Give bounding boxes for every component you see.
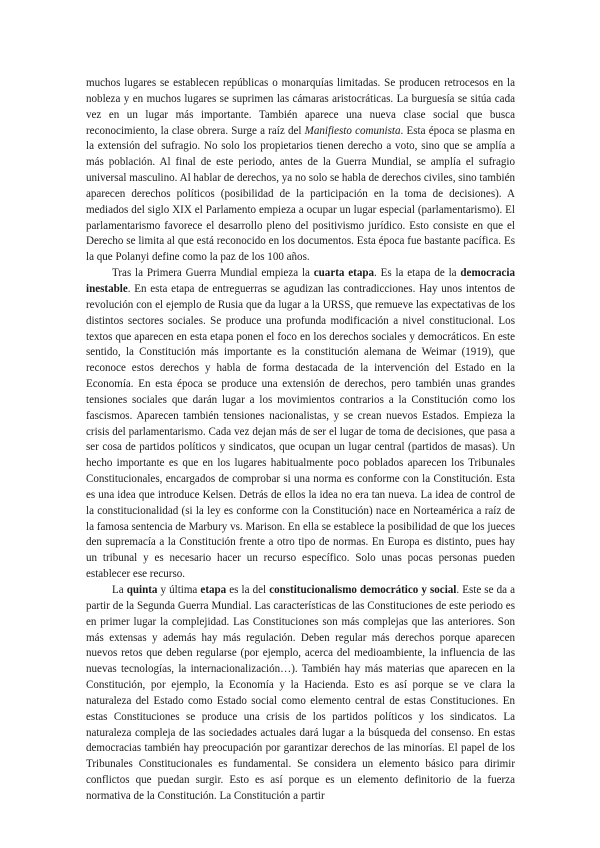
paragraph-cuarta-etapa (86, 266, 515, 583)
text-run: . Esta época se plasma en la extensión del sufragio. No solo los propietarios tienen derecho a voto, sino que se amplía a más población. Al final de este periodo, antes de la Guerra Mundial, se amplía el sufragio universal masculino. Al hablar de derechos, ya no solo se habla de derechos civiles, sino también aparecen derechos políticos (posibilidad de la participación en la toma de decisiones). A mediados del siglo XIX el Parlamento empieza a ocupar un lugar especial (parlamentarismo). El parlamentarismo favorece el desarrollo pleno del positivismo jurídico. Esto consiste en que el Derecho se limita al que está reconocido en los documentos. Esta época fue bastante pacífica. Es la que Polanyi define como la paz de los 100 años. (86, 124, 515, 264)
bold-term-democracia-inestable: democracia inestable (86, 267, 515, 295)
text-run: es la del (226, 584, 270, 596)
bold-term-constitucionalismo: constitucionalismo democrático y social (269, 584, 457, 596)
bold-term-cuarta-etapa: cuarta etapa (313, 267, 375, 280)
text-run: Tras la Primera Guerra Mundial empieza la (112, 267, 314, 280)
paragraph-manifiesto (86, 76, 515, 266)
body-text (86, 76, 515, 805)
text-run: . En esta etapa de entreguerras se agudizan las contradicciones. Hay unos intentos de revolución con el ejemplo de Rusia que da lugar a la URSS, que remueve las expectativas de los distintos sectores sociales. Se produce una profunda modificación a nivel constitucional. Los textos que aparecen en esta etapa ponen el foco en los derechos sociales y democráticos. En este sentido, la Constitución más importante es la constitución alemana de Weimar (1919), que reconoce estos derechos y habla de forma destacada de la intervención del Estado en la Economía. En esta época se produce una extensión de derechos, pero también unas grandes tensiones sociales que darán lugar a los movimientos contrarios a la Constitución como los fascismos. Aparecen también tensiones nacionalistas, y se crean nuevos Estados. Empieza la crisis del parlamentarismo. Cada vez dejan más de ser el lugar de toma de decisiones, que pasa a ser cosa de partidos políticos y sindicatos, que ocupan un lugar central (partidos de masas). Un hecho importante es que en los lugares habitualmente poco poblados aparecen los Tribunales Constitucionales, encargados de comprobar si una norma es conforme con la Constitución. Esta es una idea que introduce Kelsen. Detrás de ellos la idea no era tan nueva. La idea de control de la constitucionalidad (si la ley es conforme con la Constitución) nace en Norteamérica a raíz de la famosa sentencia de Marbury vs. Marison. En ella se establece la posibilidad de que los jueces den supremacía a la Constitución frente a otro tipo de normas. En Europa es distinto, pues hay un tribunal y es necesario hacer un recurso específico. Solo unas pocas personas pueden establecer ese recurso. (86, 282, 515, 581)
paragraph-quinta-etapa (86, 583, 515, 805)
text-run: . Es la etapa de la (374, 267, 461, 280)
text-run: y última (157, 584, 201, 596)
text-run: . Este se da a partir de la Segunda Guerra Mundial. Las características de las Constituciones de este periodo es en primer lugar la complejidad. Las Constituciones son más complejas que las anteriores. Son más extensas y además hay más regulación. Deben regular más derechos porque aparecen nuevos retos que deben regularse (por ejemplo, acerca del medioambiente, la influencia de las nuevas tecnologías, la internacionalización…). También hay más materias que aparecen en la Constitución, por ejemplo, la Economía y la Hacienda. Esto es así porque se ve clara la naturaleza del Estado como Estado social como elemento central de estas Constituciones. En estas Constituciones se produce una crisis de los partidos políticos y los sindicatos. La naturaleza compleja de las sociedades actuales dará lugar a la búsqueda del consenso. En estas democracias también hay preocupación por garantizar derechos de las minorías. El papel de los Tribunales Constitucionales es fundamental. Se considera un elemento básico para dirimir conflictos que puedan surgir. Esto es así porque es un elemento definitorio de la fuerza normativa de la Constitución. La Constitución a partir (86, 584, 515, 802)
text-run: La (112, 584, 127, 596)
bold-term-quinta: quinta (126, 584, 158, 596)
text-run: muchos lugares se establecen repúblicas o monarquías limitadas. Se producen retrocesos en la nobleza y en muchos lugares se suprimen las cámaras aristocráticas. La burguesía se sitúa cada vez en un lugar más importante. También aparece una nueva clase social que busca reconocimiento, la clase obrera. Surge a raíz del (86, 77, 515, 137)
italic-term-manifiesto: Manifiesto comunista (304, 124, 401, 137)
bold-term-etapa: etapa (200, 584, 227, 596)
